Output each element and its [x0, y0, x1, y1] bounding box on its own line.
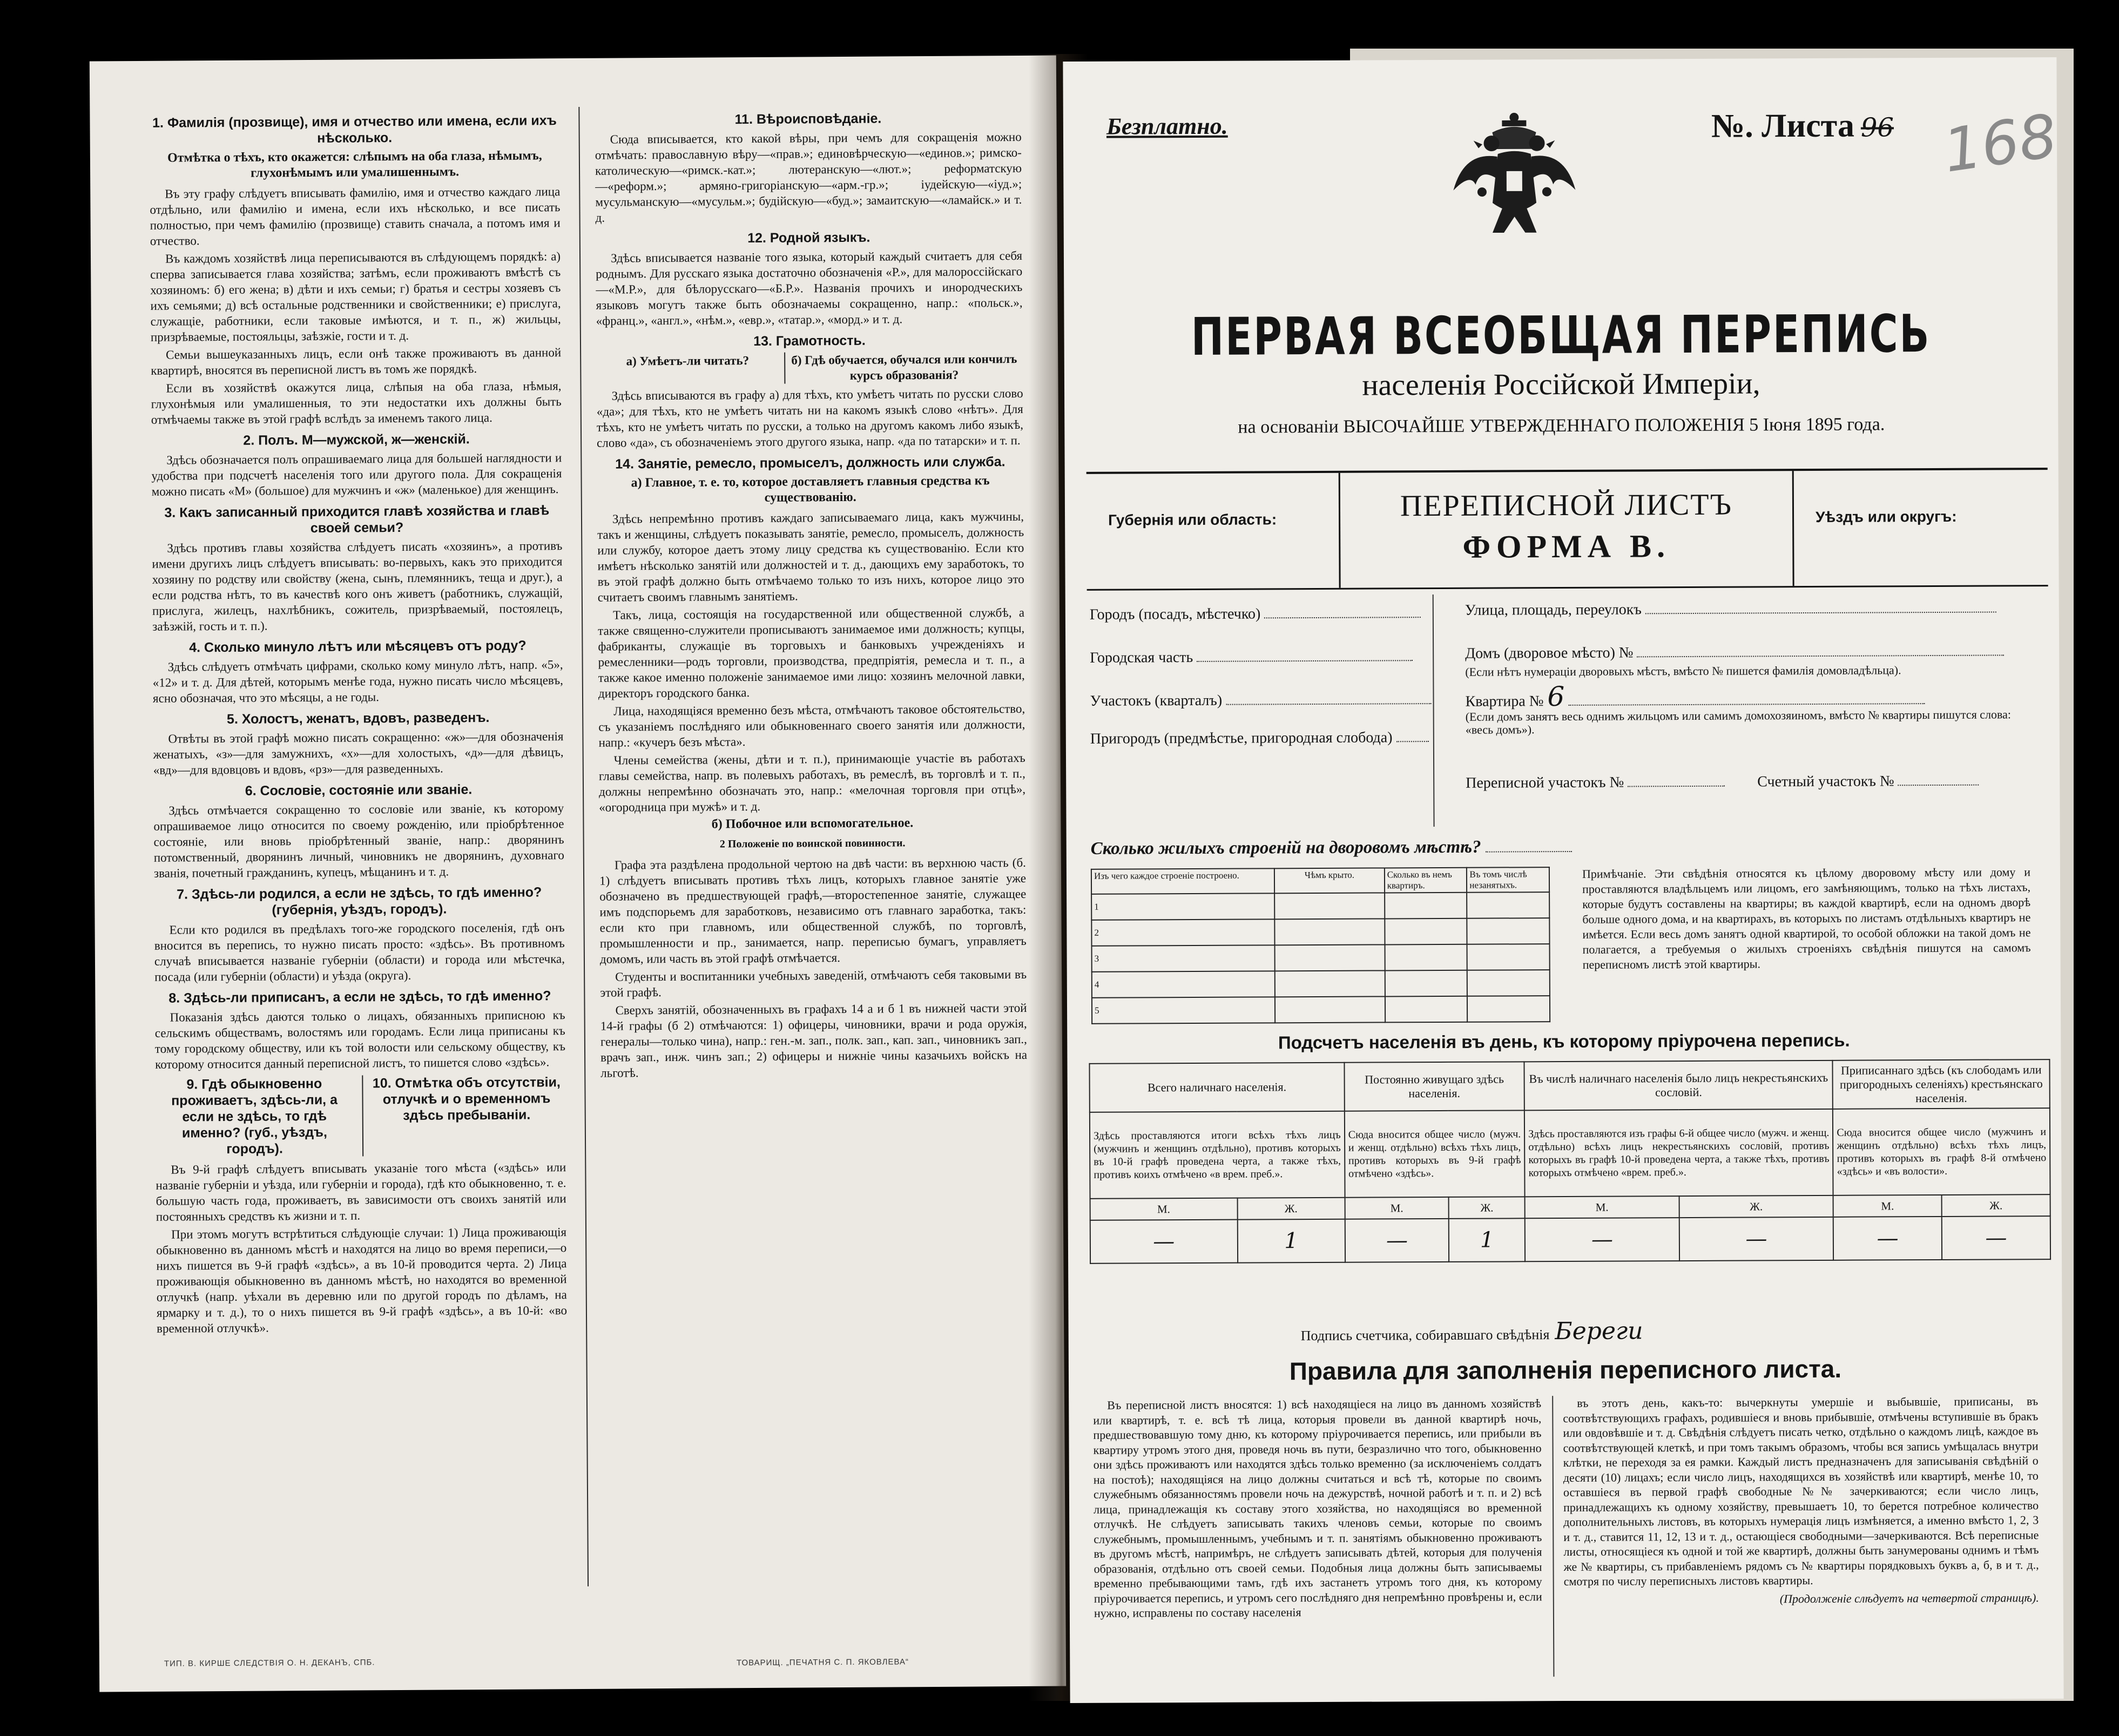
section-14-text: Члены семейства (жены, дѣти и т. п.), принимающіе участіе въ работахъ главы семейства, напр. въ полевыхъ работахъ, въ ремеслѣ, въ торговлѣ и т. п., должны непремѣнно обозначать это, напр.: «мелочная торговля при отцѣ», «огородница при мужѣ» и т. д.: [598, 751, 1026, 814]
count-description: Сюда вносится общее число (мужчинъ и женщинъ отдѣльно) всѣхъ тѣхъ лицъ, противъ которыхъ въ графѣ 8-й отмѣчено «здѣсь» и «въ волости».: [1833, 1108, 2050, 1195]
section-14-text: Студенты и воспитанники учебныхъ заведеній, отмѣчаютъ себя таковыми въ этой графѣ.: [600, 967, 1027, 999]
row-number: 3: [1092, 945, 1275, 971]
section-11-title: 11. Вѣроисповѣданіе.: [734, 111, 882, 127]
address-divider: [1433, 595, 1435, 827]
section-4-title: 4. Сколько минуло лѣтъ или мѣсяцевъ отъ роду?: [189, 638, 527, 656]
female-label: Ж.: [1942, 1194, 2050, 1217]
section-14b-sub: 2 Положеніе по воинской повинности.: [719, 837, 906, 850]
section-14-text: Графа эта раздѣлена продольной чертою на двѣ части: въ верхнюю часть (б. 1) слѣдуетъ вписывать противъ тѣхъ лицъ, которыхъ главное занятіе уже обозначено въ предшествующей графѣ,—второстепенное занятіе, служащее имъ подспорьемъ для заработковъ, независимо отъ главнаго заработка, такъ: если кто при главномъ, или общественной службѣ, по торговлѣ, промышленности и пр., занимается, напр. переписью бумагъ, управляетъ домомъ, или часть въ этой графѣ отмѣчается.: [599, 855, 1027, 966]
section-6-text: Здѣсь отмѣчается сокращенно то сословіе или званіе, къ которому опрашиваемое лицо относится по своему рожденію, или пріобрѣтенное состояніе, или вновь пріобрѣтенный званіе, напр.: дворянинъ потомственный, дворянинъ личный, чиновникъ не дворянинъ, духовнаго званія, почетный гражданинъ, купецъ, мѣщанинъ и т. д.: [153, 801, 564, 880]
apartment-value: 6: [1547, 680, 1565, 713]
decree-line: на основаніи ВЫСОЧАЙШЕ УТВЕРЖДЕННАГО ПОЛОЖЕНІЯ 5 Іюня 1895 года.: [1238, 414, 1885, 437]
count-value[interactable]: —: [1090, 1220, 1238, 1264]
row-number: 2: [1091, 919, 1274, 945]
male-label: М.: [1345, 1197, 1449, 1219]
count-value[interactable]: 1: [1237, 1219, 1345, 1263]
section-8-text: Показанія здѣсь даются только о лицахъ, обязанныхъ приписною къ сельскимъ обществамъ, волостямъ или городамъ. Если лица приписаны къ тому городскому обществу, или къ той волости или сельскому обществу, къ которому относится данный переписной листъ, то пишется слово «здѣсь».: [154, 1008, 566, 1071]
section-13a-label: а) Умѣетъ-ли читать?: [626, 354, 750, 368]
house-note: (Если нѣтъ нумераціи дворовыхъ мѣстъ, вмѣсто № пишется фамилія домовладѣльца).: [1465, 663, 1901, 679]
form-header-box: [1087, 468, 2048, 591]
continued-note: (Продолженіе слѣдуетъ на четвертой страницѣ).: [1779, 1590, 2039, 1605]
free-label: Безплатно.: [1106, 112, 1228, 140]
section-14-text: Такъ, лица, состоящія на государственной или общественной службѣ, а также священно-служители прописываютъ занимаемое ими должность; купцы, фабриканты, служащіе въ торговыхъ и банковыхъ учрежденіяхъ и ремесленники—родъ торговли, производства, предпріятія, ремесла и т. п., а также какое именно положеніе занимаемое ими лицо: хозяинъ мелочной лавки, директоръ городского банка.: [598, 605, 1025, 700]
section-13-title: 13. Грамотность.: [753, 333, 866, 349]
section-2-text: Здѣсь обозначается полъ опрашиваемаго лица для большей наглядности и удобства при подсчетѣ населенія того или другого пола. Для сокращенія можно писать «М» (большое) для мужчинъ и «ж» (маленькое) для женщинъ.: [151, 451, 562, 498]
female-label: Ж.: [1679, 1195, 1833, 1218]
district-cell: [1794, 470, 2048, 586]
section-14-text: Сверхъ занятій, обозначенныхъ въ графахъ 14 а и б 1 въ нижней части этой 14-й графы (б 2) отмѣчаются: 1) офицеры, чиновники, врачи и рода оружія, генералы—только чина), напр.: ген.-м. зап., полк. зап., кап. зап., чиновникъ зап., врачъ зап., инж. чинъ зап.; 2) офицеры и нижніе чины казачьихъ войскъ на льготѣ.: [600, 1001, 1028, 1080]
section-4-text: Здѣсь слѣдуетъ отмѣчать цифрами, сколько кому минуло лѣтъ, напр. «5», «12» и т. д. Для дѣтей, которымъ менѣе года, нужно писать число мѣсяцевъ, ясно обозначая, что это мѣсяцы, а не годы.: [152, 658, 563, 705]
section-9-title: 9. Гдѣ обыкновенно проживаетъ, здѣсь-ли, а если не здѣсь, то гдѣ именно? (губ., уѣздъ, городъ).: [171, 1076, 338, 1157]
section-8-title: 8. Здѣсь-ли приписанъ, а если не здѣсь, то гдѣ именно?: [168, 988, 551, 1006]
count-header: Приписаннаго здѣсь (къ слободамъ или пригородныхъ селеніяхъ) крестьянскаго населенія.: [1833, 1059, 2050, 1109]
female-label: Ж.: [1237, 1198, 1345, 1220]
section-14-title: 14. Занятіе, ремесло, промыселъ, должность или служба.: [615, 454, 1005, 472]
rules-text: въ этотъ день, какъ-то: вычеркнуты умершіе и выбывшіе, приписаны, въ соотвѣтствующихъ графахъ, родившіеся и вновь прибывшіе, отмѣчены вступившіе въ бракъ или овдовѣвшіе и т. д. Свѣдѣнія слѣдуетъ писать четко, отдѣльно о каждомъ лицѣ, каждое въ соотвѣтствующей клеткѣ, и при томъ такымъ образомъ, чтобы вся запись умѣщалась внутри клѣтки, не переходя за ея рамки. Каждый листъ предназначенъ для записыванія свѣдѣній о десяти (10) лицахъ; если число лицъ, находящихся въ хозяйствѣ или квартирѣ, менѣе 10, то оставшіеся въ первой графѣ свободные №№ зачеркиваются; если число лицъ, принадлежащихъ къ одному хозяйству, превышаетъ 10, то берется потребное количество дополнительныхъ листовъ, въ которыхъ нумерація лицъ измѣняется, а именно вмѣсто 1, 2, 3 и т. д., ставится 11, 12, 13 и т. д., остающіеся свободными—зачеркиваются. Всѣ переписные листы, относящіеся къ одной и той же квартирѣ, должны быть занумерованы однимъ и тѣмъ же № квартиры, съ прибавленіемъ рядомъ съ № квартиры порядковыхъ буквъ а, б, в и т. д., смотря по числу переписныхъ листовъ квартиры.: [1563, 1394, 2039, 1589]
section-1-text: Въ каждомъ хозяйствѣ лица переписываются въ слѣдующемъ порядкѣ: а) сперва записывается глава хозяйства; затѣмъ, если проживаютъ вмѣстѣ съ хозяиномъ: б) его жена; в) дѣти и ихъ семьи; г) братья и сестры хозяевъ съ ихъ семьями; д) всѣ остальные родственники и свойственники; е) прислуга, служащіе, работники, если таковые имѣются, и т. п., ж) жильцы, призрѣваемые, постояльцы, заѣзжіе, гости и т. д.: [150, 249, 561, 344]
male-label: М.: [1090, 1198, 1238, 1220]
table-row: [1091, 892, 1549, 920]
male-label: М.: [1525, 1196, 1679, 1218]
street-field[interactable]: Улица, площадь, переулокъ: [1465, 600, 1996, 618]
section-3-title: 3. Какъ записанный приходится главѣ хозяйства и главѣ своей семьи?: [164, 503, 550, 536]
section-1-subtitle: Отмѣтка о тѣхъ, кто окажется: слѣпымъ на оба глаза, нѣмымъ, глухонѣмымъ или умалишеннымъ.: [167, 148, 542, 180]
printer-footer-left: ТИП. В. КИРШЕ СЛЕДСТВІЯ О. Н. ДЕКАНЪ, СПБ.: [164, 1658, 375, 1669]
left-page: [90, 56, 1066, 1692]
count-value[interactable]: 1: [1449, 1218, 1525, 1262]
section-7-text: Если кто родился въ предѣлахъ того-же городского поселенія, гдѣ онъ вносится въ перепись, то нужно писать просто: «здѣсь». Въ противномъ случаѣ вписывается названіе губерніи (области) и города или мѣстечка, посада (или губерніи (области) и уѣзда (округа).: [154, 921, 565, 984]
section-11-text: Сюда вписывается, кто какой вѣры, при чемъ для сокращенія можно отмѣчать: православную вѣру—«прав.»; единовѣрческую—«единов.»; римско-католическую—«римск.-кат.»; лютеранскую—«лют.»; реформатскую—«реформ.»; армяно-григоріанскую—«арм.-гр.»; іудейскую—«іуд.»; мусульманскую—«мусульм.»; будійскую—«буд.»; замаитскую—«ламайск.» и т. д.: [595, 130, 1022, 225]
section-field[interactable]: Участокъ (кварталъ): [1090, 692, 1431, 710]
section-1-title: 1. Фамилія (прозвище), имя и отчество или имена, если ихъ нѣсколько.: [152, 113, 557, 146]
buildings-header: Чѣмъ крыто.: [1274, 868, 1385, 893]
count-heading: Подсчетъ населенія въ день, къ которому пріурочена перепись.: [1278, 1030, 1850, 1053]
rules-left-column: [1093, 1396, 1542, 1622]
census-subtitle: населенія Россійской Имперіи,: [1362, 367, 1760, 402]
table-row: [1092, 970, 1550, 998]
section-9-text: Въ 9-й графѣ слѣдуетъ вписывать указаніе того мѣста («здѣсь» или названіе губерніи и уѣзда, или губерніи и города), гдѣ кто обыкновенно, т. е. большую часть года, проживаетъ, въ зависимости отъ своихъ занятій или постоянныхъ средствъ къ жизни и т. п.: [156, 1160, 566, 1224]
apartment-note: (Если домъ занятъ весь однимъ жильцомъ или самимъ домохозяиномъ, вмѣсто № квартиры пишутся слова: «весь домъ»).: [1465, 707, 2012, 737]
count-value[interactable]: —: [1525, 1218, 1679, 1261]
sheet-number-label: №. Листа: [1711, 107, 1855, 145]
buildings-header: Въ томъ числѣ незанятыхъ.: [1467, 867, 1549, 893]
census-section-field[interactable]: Переписной участокъ №: [1466, 774, 1725, 792]
section-5-text: Отвѣты въ этой графѣ можно писать сокращенно: «ж»—для обозначенія женатыхъ, «з»—для замужнихъ, «х»—для холостыхъ, «д»—для дѣвицъ, «вд»—для вдовцовъ и вдовъ, «рз»—для разведенныхъ.: [153, 729, 564, 777]
section-1-text: Въ эту графу слѣдуетъ вписывать фамилію, имя и отчество каждаго лица отдѣльно, или фамилію и имена, если ихъ нѣсколько, и все писать полностью, при чемъ фамилію (прозвище) ставить сначала, а потомъ имя и отчество.: [150, 185, 561, 248]
rules-right-column: [1563, 1394, 2039, 1607]
section-1-text: Семьи вышеуказанныхъ лицъ, если онѣ также проживаютъ въ данной квартирѣ, вносятся въ переписной листъ въ томъ же порядкѣ.: [151, 346, 562, 377]
sheet-number-value: 96: [1860, 112, 1894, 143]
district-label: Уѣздъ или округъ:: [1816, 508, 1957, 525]
signature-handwritten: Береги: [1555, 1317, 1643, 1346]
rules-title: Правила для заполненія переписного листа.: [1289, 1354, 1842, 1386]
table-row: [1092, 944, 1550, 972]
section-14a-label: а) Главное, т. е. то, которое доставляетъ главныя средства къ существованію.: [631, 474, 990, 505]
apartment-field[interactable]: Квартира № 6: [1465, 687, 1925, 710]
row-number: 4: [1092, 971, 1275, 997]
section-12-title: 12. Родной языкъ.: [747, 229, 870, 246]
city-field[interactable]: Городъ (посадъ, мѣстечко): [1090, 605, 1421, 623]
section-10-title: 10. Отмѣтка объ отсутствіи, отлучкѣ и о временномъ здѣсь пребываніи.: [362, 1074, 566, 1156]
section-13b-label: б) Гдѣ обучается, обучался или кончилъ курсъ образованія?: [784, 351, 1023, 384]
enumerator-signature: [1301, 1317, 1643, 1346]
count-description: Здѣсь проставляются итоги всѣхъ тѣхъ лицъ (мужчинъ и женщинъ отдѣльно), противъ которыхъ въ 10-й графѣ проведена черта, а также тѣхъ, противъ коихъ отмѣчено «в врем. преб.».: [1090, 1111, 1345, 1199]
buildings-header: Изъ чего каждое строеніе построено.: [1091, 868, 1274, 894]
double-headed-eagle-emblem: [1449, 111, 1580, 244]
count-header: Всего наличнаго населенія.: [1089, 1063, 1344, 1112]
section-7-title: 7. Здѣсь-ли родился, а если не здѣсь, то гдѣ именно? (губернія, уѣздъ, городъ).: [177, 884, 542, 918]
section-9-text: При этомъ могутъ встрѣтиться слѣдующіе случаи: 1) Лица проживающія обыкновенно въ данномъ мѣстѣ и находятся на лицо во время переписи,—о нихъ пишется въ 9-й графѣ «здѣсь», а въ 10-й проводится черта. 2) Лица проживающія обыкновенно въ данномъ мѣстѣ, но находятся во временной отлучкѣ (напр. уѣхали въ деревню или по другой городъ по дѣламъ, на ярмарку и т. д.), то о нихъ пишется въ 9-й графѣ «здѣсь», а въ 10-й: «во временной отлучкѣ».: [156, 1225, 568, 1335]
table-row: [1091, 918, 1549, 946]
count-description: Сюда вносится общее число (мужч. и женщ. отдѣльно) всѣхъ тѣхъ лицъ, противъ которыхъ въ 9-й графѣ отмѣчено «здѣсь».: [1345, 1110, 1525, 1197]
buildings-header: Сколько въ немъ квартиръ.: [1385, 868, 1467, 893]
form-title: ПЕРЕПИСНОЙ ЛИСТЪ: [1400, 488, 1733, 523]
pencil-annotation: 168: [1939, 101, 2062, 186]
count-description: Здѣсь проставляются изъ графы 6-й общее число (мужч. и женщ. отдѣльно) всѣхъ лицъ некрестьянскихъ сословій, противъ которыхъ въ графѣ 10-й проведена черта, а также тѣхъ, противъ которыхъ отмѣчено «врем. преб.».: [1524, 1109, 1833, 1197]
section-14-text: Лица, находящіяся временно безъ мѣста, отмѣчаютъ таковое обстоятельство, съ указаніемъ послѣдняго или обыкновеннаго своего занятія или должности, напр.: «кучеръ безъ мѣста».: [598, 701, 1025, 749]
form-title-cell: [1340, 471, 1794, 588]
form-subtitle: ФОРМА В.: [1462, 528, 1671, 565]
section-13-text: Здѣсь вписываются въ графу а) для тѣхъ, кто умѣетъ читать по русски слово «да»; для тѣхъ, кто не умѣетъ читать ни на какомъ языкѣ слово «нѣтъ». Для тѣхъ, кто не умѣетъ читать по русски, а только на другомъ какомъ либо языкѣ, слово «да», съ обозначеніемъ этого другого языка, напр. «да по татарски» и т. п.: [596, 386, 1024, 450]
section-2-title: 2. Полъ. М—мужской, ж—женскій.: [243, 431, 470, 448]
city-part-field[interactable]: Городская часть: [1090, 649, 1413, 666]
count-value[interactable]: —: [1679, 1217, 1833, 1261]
census-title: ПЕРВАЯ ВСЕОБЩАЯ ПЕРЕПИСЬ: [1191, 303, 1931, 367]
signature-label: Подпись счетчика, собиравшаго свѣдѣнія: [1300, 1327, 1550, 1344]
population-count-table: [1089, 1059, 2051, 1264]
section-14-text: Здѣсь непремѣнно противъ каждаго записываемаго лица, какъ мужчины, такъ и женщины, слѣдуетъ показывать занятіе, ремесло, промыселъ, должность или службу, которое даетъ этому лицу средства къ существованію. Если кто имѣетъ нѣсколько занятій или должностей и т. д., дающихъ ему заработокъ, то въ этой графѣ должно быть отмѣчаемо только то изъ нихъ, которое лицо это считаетъ своимъ главнымъ занятіемъ.: [597, 509, 1024, 604]
count-value[interactable]: —: [1942, 1216, 2050, 1260]
section-3-text: Здѣсь противъ главы хозяйства слѣдуетъ писать «хозяинъ», а противъ имени другихъ лицъ слѣдуетъ вписывать: во-первыхъ, какъ это приходится хозяину по родству или свойству (жена, сынъ, племянникъ, теща и друг.), а если родства нѣтъ, то въ качествѣ кого онъ живетъ (работникъ, служащій, прислуга, жилецъ, нахлѣбникъ, сожитель, призрѣваемый, постоялецъ, заѣзжій, гость и т. п.).: [152, 539, 563, 633]
rules-divider: [1552, 1396, 1554, 1677]
section-14b-label: б) Побочное или вспомогательное.: [711, 816, 914, 832]
right-page: [1063, 57, 2063, 1703]
buildings-table: [1091, 867, 1550, 1024]
section-1-text: Если въ хозяйствѣ окажутся лица, слѣпыя на оба глаза, нѣмыя, глухонѣмыя или умалишенныя, то эти недостатки ихъ должны быть отмѣчаемы также въ этой графѣ вслѣдъ за именемъ такого лица.: [151, 379, 562, 427]
buildings-note: Примѣчаніе. Эти свѣдѣнія относятся къ цѣлому дворовому мѣсту или дому и проставляются владѣльцемъ или лицомъ, его замѣняющимъ, только на тѣхъ листахъ, которые будутъ составлены на квартиры; въ каждой квартирѣ, если на одномъ дворѣ больше одного дома, и на квартирахъ, въ которыхъ по листамъ отдѣльныхъ квартиръ не имѣется. Если весь домъ занятъ одной квартирой, то особой обложки на такой домъ не полагается, а требуемыя о жилыхъ строеніяхъ свѣдѣнія пишутся на самомъ переписномъ листѣ этой квартиры.: [1582, 865, 2031, 971]
male-label: М.: [1833, 1195, 1942, 1217]
section-12-text: Здѣсь вписывается названіе того языка, который каждый считаетъ для себя роднымъ. Для русскаго языка достаточно обозначенія «Р.», для малороссійскаго—«М.Р.», для бѣлорусскаго—«Б.Р.». Названія прочихъ и инородческихъ языковъ могутъ также быть обозначаемы сокращенно, напр.: «польск.», «франц.», «англ.», «нѣм.», «евр.», «татар.», «морд.» и т. д.: [596, 248, 1023, 328]
table-row: [1092, 996, 1550, 1024]
row-number: 5: [1092, 997, 1275, 1023]
printer-footer-right: ТОВАРИЩ. „ПЕЧАТНЯ С. П. ЯКОВЛЕВА“: [736, 1657, 909, 1668]
rules-text: Въ переписной листъ вносятся: 1) всѣ находящіеся на лицо въ данномъ хозяйствѣ или квартирѣ, т. е. всѣ тѣ лица, которыя провели въ данной квартирѣ ночь, предшествовавшую тому дню, къ которому пріурочивается перепись, или прибыли въ квартиру утромъ этого дня, проведя ночь въ пути, безразлично что того, обыкновенно они здѣсь проживаютъ или находятся здѣсь только временно (за исключеніемъ солдатъ на постоѣ); находящіяся на лицо должны считаться и всѣ тѣ, которые по своимъ служебнымъ обязанностямъ провели ночь на дежурствѣ, ночной работѣ и т. п. и 2) всѣ лица, принадлежащія къ составу этого хозяйства, но находящіяся во временной отлучкѣ. Не слѣдуетъ записывать такихъ членовъ семьи, которые по своимъ служебнымъ, промышленнымъ, учебнымъ и т. п. занятіямъ обыкновенно проживаютъ въ другомъ мѣстѣ, напримѣръ, не слѣдуетъ записывать дѣтей, которыя для полученія образованія, отдѣльно отъ своей семьи. Подобныя лица должны быть записываемы временно пребывающими тамъ, гдѣ ихъ застанетъ утромъ того дня, къ которому пріурочивается перепись, и утромъ сего послѣдняго дня непремѣнно провѣрены и, если нужно, исправлены по составу населенія: [1093, 1396, 1542, 1620]
counting-section-field[interactable]: Счетный участокъ №: [1757, 773, 1979, 791]
column-divider: [578, 107, 589, 1586]
count-header: Постоянно живущаго здѣсь населенія.: [1344, 1062, 1524, 1111]
left-column-2: [595, 104, 1027, 1083]
province-label: Губернія или область:: [1108, 511, 1277, 529]
house-field[interactable]: Домъ (дворовое мѣсто) №: [1465, 643, 2005, 661]
section-5-title: 5. Холостъ, женатъ, вдовъ, разведенъ.: [226, 710, 490, 727]
count-header: Въ числѣ наличнаго населенія было лицъ некрестьянскихъ сословій.: [1524, 1060, 1833, 1110]
buildings-question: Сколько жилыхъ строеній на дворовомъ мѣстѣ?: [1091, 837, 1572, 859]
count-value[interactable]: —: [1345, 1219, 1449, 1262]
left-column-1: [149, 107, 567, 1339]
suburb-field[interactable]: Пригородъ (предмѣстье, пригородная слобода): [1090, 729, 1429, 747]
row-number: 1: [1091, 893, 1274, 920]
province-cell: [1087, 473, 1341, 589]
female-label: Ж.: [1449, 1197, 1525, 1219]
sheet-number: [1711, 106, 1894, 145]
count-value[interactable]: —: [1833, 1217, 1942, 1260]
section-6-title: 6. Сословіе, состояніе или званіе.: [245, 782, 473, 799]
